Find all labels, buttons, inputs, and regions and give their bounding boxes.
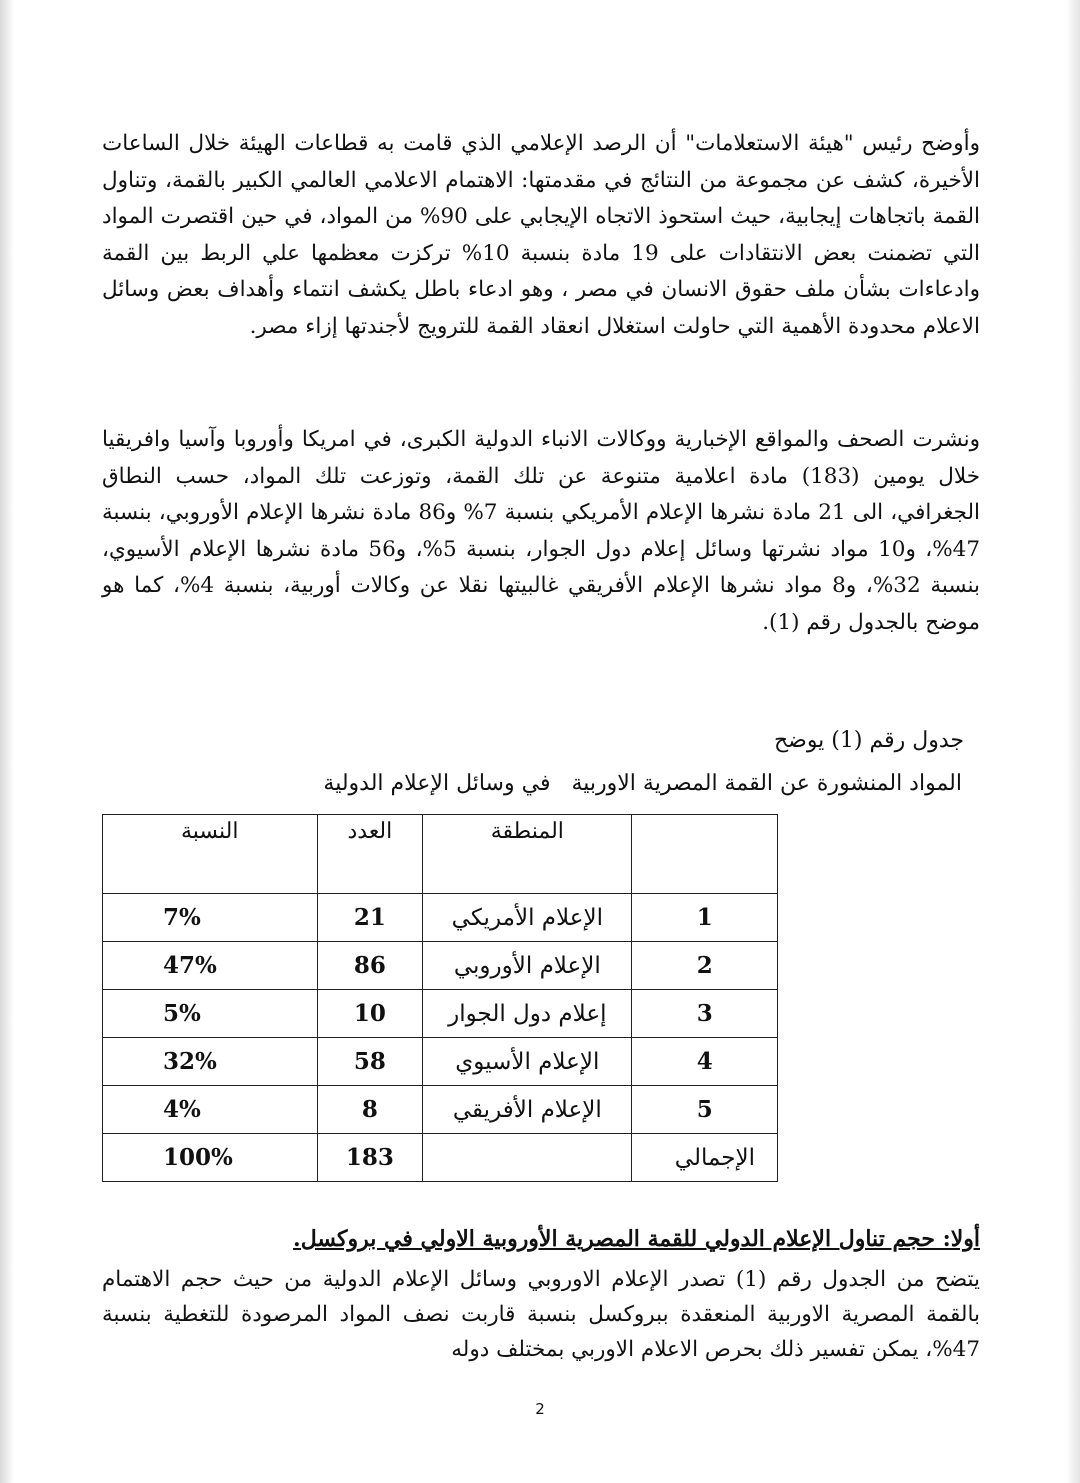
row-index: 2 [632,942,778,990]
row-region: الإعلام الأوروبي [423,942,632,990]
header-region: المنطقة [423,815,632,894]
row-percent: 7% [103,894,318,942]
media-coverage-table [102,814,778,1182]
row-percent: 32% [103,1038,318,1086]
row-region: الإعلام الأسيوي [423,1038,632,1086]
row-region: الإعلام الأفريقي [423,1086,632,1134]
table-total-row [103,1134,778,1182]
table-caption-subtitle: المواد المنشورة عن القمة المصرية الاوربية في وسائل الإعلام الدولية [323,771,962,796]
total-label: الإجمالي [632,1134,778,1182]
paragraph-1: وأوضح رئيس "هيئة الاستعلامات" أن الرصد الإعلامي الذي قامت به قطاعات الهيئة خلال الساعات الأخيرة، كشف عن مجموعة من النتائج في مقدمتها: الاهتمام الاعلامي العالمي الكبير بالقمة، وتناول القمة باتجاهات إيجابية، حيث استحوذ الاتجاه الإيجابي على 90% من المواد، في حين اقتصرت المواد التي تضمنت بعض الانتقادات على 19 مادة بنسبة 10% تركزت معظمها علي الربط بين القمة وادعاءات بشأن ملف حقوق الانسان في مصر ، وهو ادعاء باطل يكشف انتماء وأهداف بعض وسائل الاعلام محدودة الأهمية التي حاولت استغلال انعقاد القمة للترويج لأجندتها إزاء مصر. [102,131,980,339]
paragraph-2: ونشرت الصحف والمواقع الإخبارية ووكالات الانباء الدولية الكبرى، في امريكا وأوروبا وآسيا وافريقيا خلال يومين (183) مادة اعلامية متنوعة عن تلك القمة، وتوزعت تلك المواد، حسب النطاق الجغرافي، الى 21 مادة نشرها الإعلام الأمريكي بنسبة 7% و86 مادة نشرها الإعلام الأوروبي، بنسبة 47%، و10 مواد نشرتها وسائل إعلام دول الجوار، بنسبة 5%، و56 مادة نشرها الإعلام الأسيوي، بنسبة 32%، و8 مواد نشرها الإعلام الأفريقي غالبيتها نقلا عن وكالات أوربية، بنسبة 4%، كما هو موضح بالجدول رقم (1). [102,427,980,635]
header-count: العدد [317,815,423,894]
header-index [632,815,778,894]
table-row [103,942,778,990]
row-count: 10 [317,990,423,1038]
row-region: الإعلام الأمريكي [423,894,632,942]
table-header-row [103,815,778,894]
table-row [103,990,778,1038]
row-index: 4 [632,1038,778,1086]
row-count: 58 [317,1038,423,1086]
table-row [103,894,778,942]
row-count: 8 [317,1086,423,1134]
page-number: 2 [535,1400,545,1418]
paragraph-3: يتضح من الجدول رقم (1) تصدر الإعلام الاوروبي وسائل الإعلام الدولية من حيث حجم الاهتمام بالقمة المصرية الاوربية المنعقدة ببروكسل بنسبة قاربت نصف المواد المرصودة للتغطية بنسبة 47%، يمكن تفسير ذلك بحرص الاعلام الاوربي بمختلف دوله [102,1267,981,1362]
row-count: 21 [317,894,423,942]
section-heading: أولا: حجم تناول الإعلام الدولي للقمة المصرية الأوروبية الاولي في بروكسل. [293,1226,980,1252]
row-region: إعلام دول الجوار [423,990,632,1038]
row-percent: 4% [103,1086,318,1134]
row-index: 5 [632,1086,778,1134]
total-percent: 100% [103,1134,318,1182]
table-row [103,1038,778,1086]
row-count: 86 [317,942,423,990]
row-index: 3 [632,990,778,1038]
table-caption-title: جدول رقم (1) يوضح [773,728,964,753]
page-left-edge-shadow [0,0,14,1483]
table-row [103,1086,778,1134]
row-index: 1 [632,894,778,942]
row-percent: 5% [103,990,318,1038]
row-percent: 47% [103,942,318,990]
page-right-edge-shadow [1066,0,1080,1483]
header-percent: النسبة [103,815,318,894]
total-count: 183 [317,1134,423,1182]
total-region [423,1134,632,1182]
